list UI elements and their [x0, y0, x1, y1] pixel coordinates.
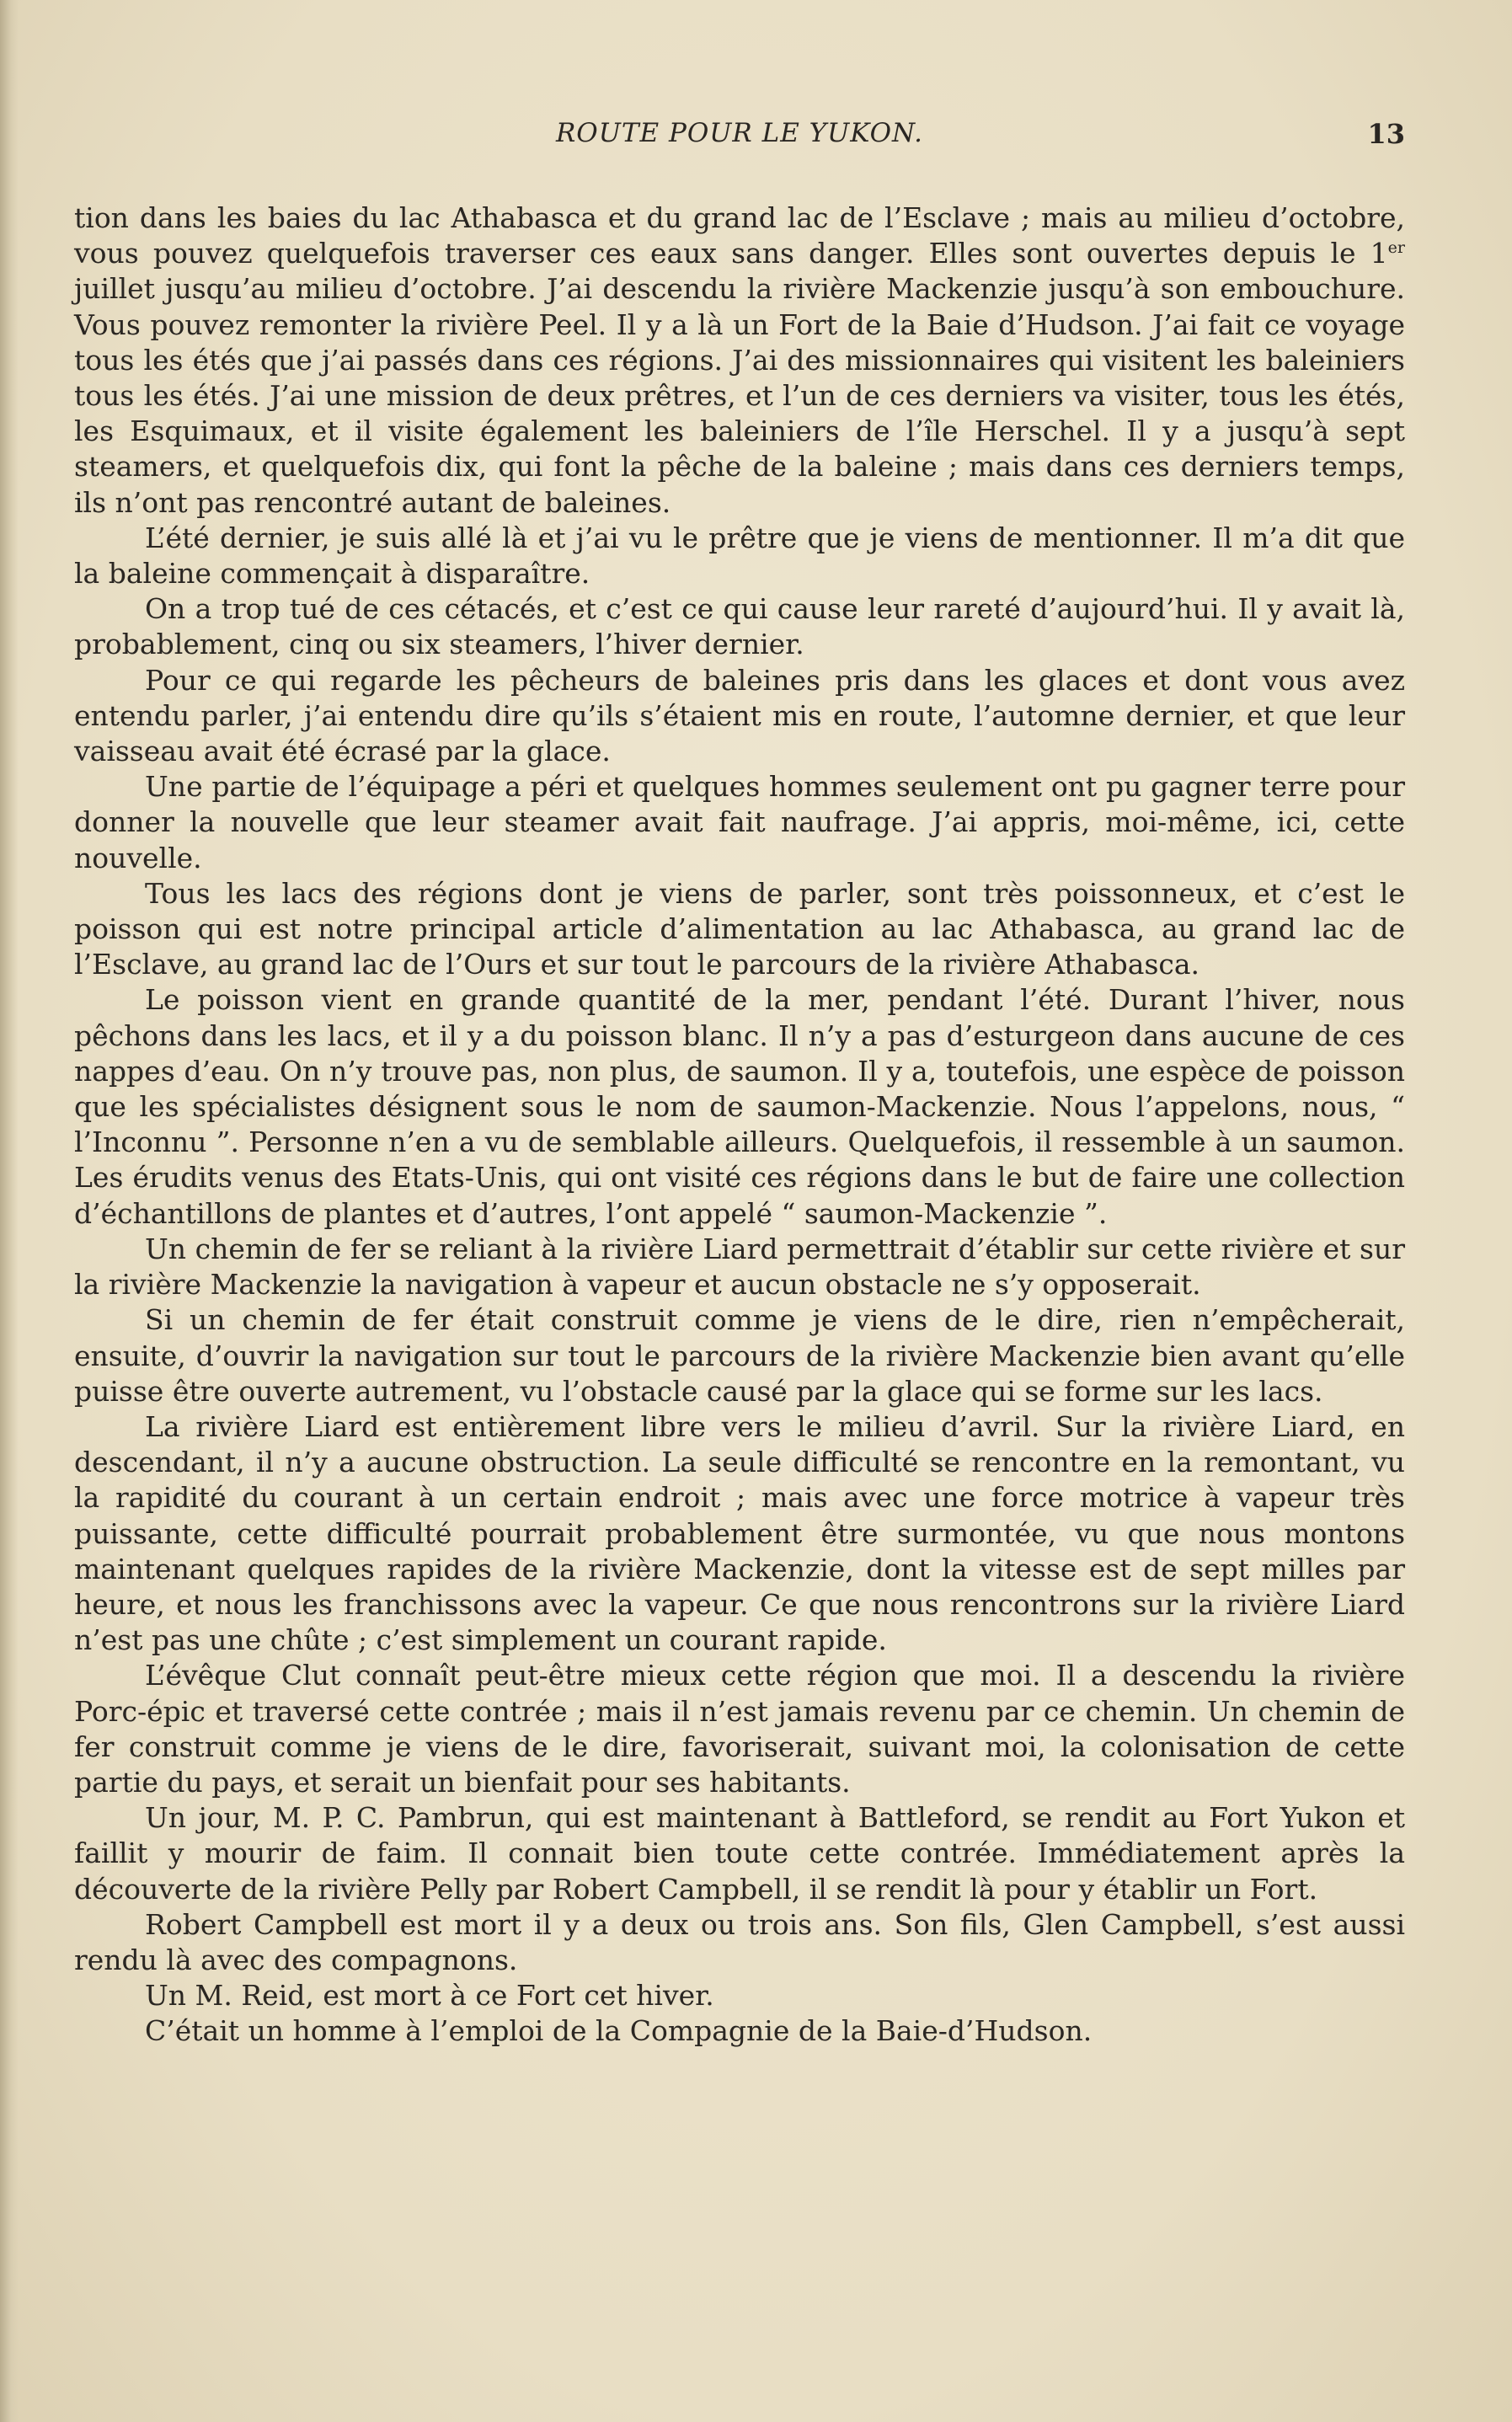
paragraph-1 [74, 200, 1405, 521]
running-head [74, 115, 1405, 155]
paragraph-5: Une partie de l’équipage a péri et quelques hommes seulement ont pu gagner terre pour donner la nouvelle que leur steamer avait fait naufrage. J’ai appris, moi-même, ici, cette nouvelle. [74, 770, 1405, 874]
running-title: ROUTE POUR LE YUKON. [555, 118, 924, 148]
paragraph-11: L’évêque Clut connaît peut-être mieux cette région que moi. Il a descendu la rivière Porc-épic et traversé cette contrée ; mais il n’est jamais revenu par ce chemin. Un chemin de fer construit comme je viens de le dire, favoriserait, suivant moi, la colonisation de cette partie du pays, et serait un bienfait pour ses habitants. [74, 1659, 1405, 1799]
paragraph-13: Robert Campbell est mort il y a deux ou trois ans. Son fils, Glen Campbell, s’est aussi rendu là avec des compagnons. [74, 1907, 1405, 1976]
paragraph-10: La rivière Liard est entièrement libre vers le milieu d’avril. Sur la rivière Liard, en descendant, il n’y a aucune obstruction. La seule difficulté se rencontre en la remontant, vu la rapidité du courant à un certain endroit ; mais avec une force motrice à vapeur très puissante, cette difficulté pourrait probablement être surmontée, vu que nous montons maintenant quelques rapides de la rivière Mackenzie, dont la vitesse est de sept milles par heure, et nous les franchissons avec la vapeur. Ce que nous rencontrons sur la rivière Liard n’est pas une chûte ; c’est simplement un courant rapide. [74, 1409, 1405, 1657]
paragraph-4: Pour ce qui regarde les pêcheurs de baleines pris dans les glaces et dont vous avez entendu parler, j’ai entendu dire qu’ils s’étaient mis en route, l’automne dernier, et que leur vaisseau avait été écrasé par la glace. [74, 663, 1405, 768]
binding-edge [0, 0, 19, 2422]
paragraph-7: Le poisson vient en grande quantité de la mer, pendant l’été. Durant l’hiver, nous pêchons dans les lacs, et il y a du poisson blanc. Il n’y a pas d’esturgeon dans aucune de ces nappes d’eau. On n’y trouve pas, non plus, de saumon. Il y a, toutefois, une espèce de poisson que les spécialistes désignent sous le nom de saumon-Mackenzie. Nous l’appelons, nous, “ l’Inconnu ”. Personne n’en a vu de semblable ailleurs. Quelquefois, il ressemble à un saumon. Les érudits venus des Etats-Unis, qui ont visité ces régions dans le but de faire une collection d’échantillons de plantes et d’autres, l’ont appelé “ saumon-Mackenzie ”. [74, 983, 1405, 1230]
paragraph-14: Un M. Reid, est mort à ce Fort cet hiver. [145, 1979, 714, 2013]
paragraph-12: Un jour, M. P. C. Pambrun, qui est maintenant à Battleford, se rendit au Fort Yukon et faillit y mourir de faim. Il connait bien toute cette contrée. Immédiatement après la découverte de la rivière Pelly par Robert Campbell, il se rendit là pour y établir un Fort. [74, 1801, 1405, 1906]
page-number: 13 [1367, 118, 1405, 150]
paragraph-3: On a trop tué de ces cétacés, et c’est ce qui cause leur rareté d’aujourd’hui. Il y avait là, probablement, cinq ou six steamers, l’hiver dernier. [74, 592, 1405, 661]
paragraph-text: tion dans les baies du lac Athabasca et du grand lac de l’Esclave ; mais au milieu d’octobre, vous pouvez quelquefois traverser ces eaux sans danger. Elles sont ouvertes depuis le 1 [74, 201, 1405, 270]
paragraph-8: Un chemin de fer se reliant à la rivière Liard permettrait d’établir sur cette rivière et sur la rivière Mackenzie la navigation à vapeur et aucun obstacle ne s’y opposerait. [74, 1232, 1405, 1302]
superscript: er [1387, 238, 1405, 258]
paragraph-text: juillet jusqu’au milieu d’octobre. J’ai descendu la rivière Mackenzie jusqu’à son embouchure. Vous pouvez remonter la rivière Peel. Il y a là un Fort de la Baie d’Hudson. J’ai fait ce voyage tous les étés que j’ai passés dans ces régions. J’ai des missionnaires qui visitent les baleiniers tous les étés. J’ai une mission de deux prêtres, et l’un de ces derniers va visiter, tous les étés, les Esquimaux, et il visite également les baleiniers de l’île Herschel. Il y a jusqu’à sept steamers, et quelquefois dix, qui font la pêche de la baleine ; mais dans ces derniers temps, ils n’ont pas rencontré autant de baleines. [74, 272, 1405, 519]
paragraph-15: C’était un homme à l’emploi de la Compagnie de la Baie-d’Hudson. [145, 2014, 1093, 2048]
paragraph-6: Tous les lacs des régions dont je viens de parler, sont très poissonneux, et c’est le poisson qui est notre principal article d’alimentation au lac Athabasca, au grand lac de l’Esclave, au grand lac de l’Ours et sur tout le parcours de la rivière Athabasca. [74, 876, 1405, 981]
paragraph-2: L’été dernier, je suis allé là et j’ai vu le prêtre que je viens de mentionner. Il m’a dit que la baleine commençait à disparaître. [74, 521, 1405, 591]
paragraph-9: Si un chemin de fer était construit comme je viens de le dire, rien n’empêcherait, ensuite, d’ouvrir la navigation sur tout le parcours de la rivière Mackenzie bien avant qu’elle puisse être ouverte autrement, vu l’obstacle causé par la glace qui se forme sur les lacs. [74, 1303, 1405, 1408]
body-text [74, 200, 1405, 2050]
